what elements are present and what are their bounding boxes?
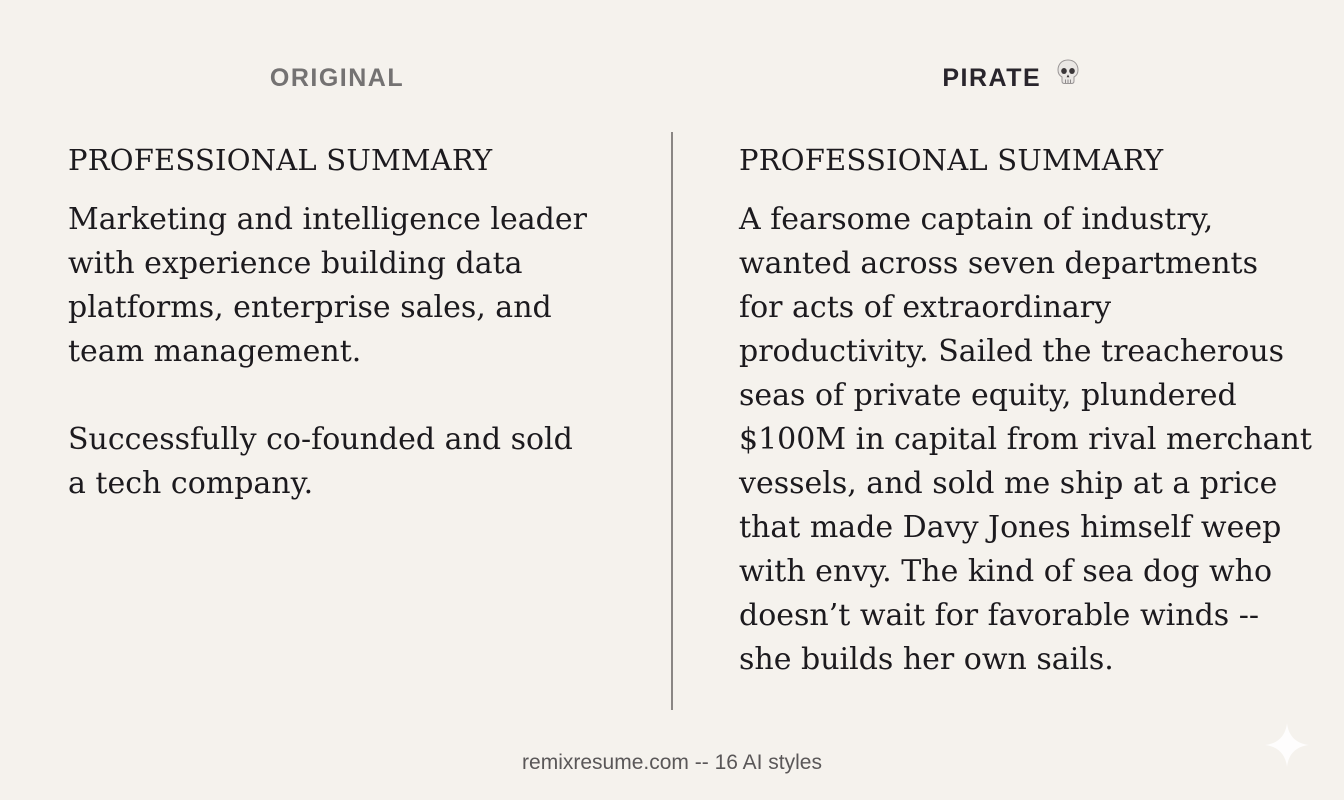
text-line: team management. bbox=[68, 334, 362, 369]
text-line: productivity. Sailed the treacherous bbox=[739, 334, 1285, 369]
pirate-summary-paragraph bbox=[739, 198, 1312, 682]
text-line: $100M in capital from rival merchant bbox=[739, 422, 1312, 457]
column-divider bbox=[671, 132, 673, 710]
text-line: platforms, enterprise sales, and bbox=[68, 290, 552, 325]
text-line: doesn’t wait for favorable winds -- bbox=[739, 598, 1259, 633]
footer-caption: remixresume.com -- 16 AI styles bbox=[522, 751, 822, 774]
text-line: A fearsome captain of industry, bbox=[739, 202, 1214, 237]
pirate-section-heading: PROFESSIONAL SUMMARY bbox=[739, 143, 1164, 177]
text-line: vessels, and sold me ship at a price bbox=[739, 466, 1278, 501]
text-line: with experience building data bbox=[68, 246, 523, 281]
original-header-label: ORIGINAL bbox=[269, 64, 405, 92]
text-line: for acts of extraordinary bbox=[739, 290, 1112, 325]
original-section-heading: PROFESSIONAL SUMMARY bbox=[68, 143, 493, 177]
original-summary-paragraph bbox=[68, 198, 587, 374]
text-line: with envy. The kind of sea dog who bbox=[739, 554, 1273, 589]
pirate-column-header bbox=[774, 60, 1248, 96]
sparkle-icon bbox=[1262, 720, 1312, 770]
text-line: she builds her own sails. bbox=[739, 642, 1114, 677]
original-column-header bbox=[100, 60, 574, 96]
text-line: that made Davy Jones himself weep bbox=[739, 510, 1282, 545]
text-line: a tech company. bbox=[68, 466, 314, 501]
skull-icon bbox=[1056, 59, 1080, 95]
text-line: seas of private equity, plundered bbox=[739, 378, 1237, 413]
original-accomplishment-paragraph bbox=[68, 418, 573, 506]
pirate-header-label: PIRATE bbox=[942, 64, 1042, 92]
text-line: Successfully co-founded and sold bbox=[68, 422, 573, 457]
text-line: wanted across seven departments bbox=[739, 246, 1258, 281]
text-line: Marketing and intelligence leader bbox=[68, 202, 587, 237]
